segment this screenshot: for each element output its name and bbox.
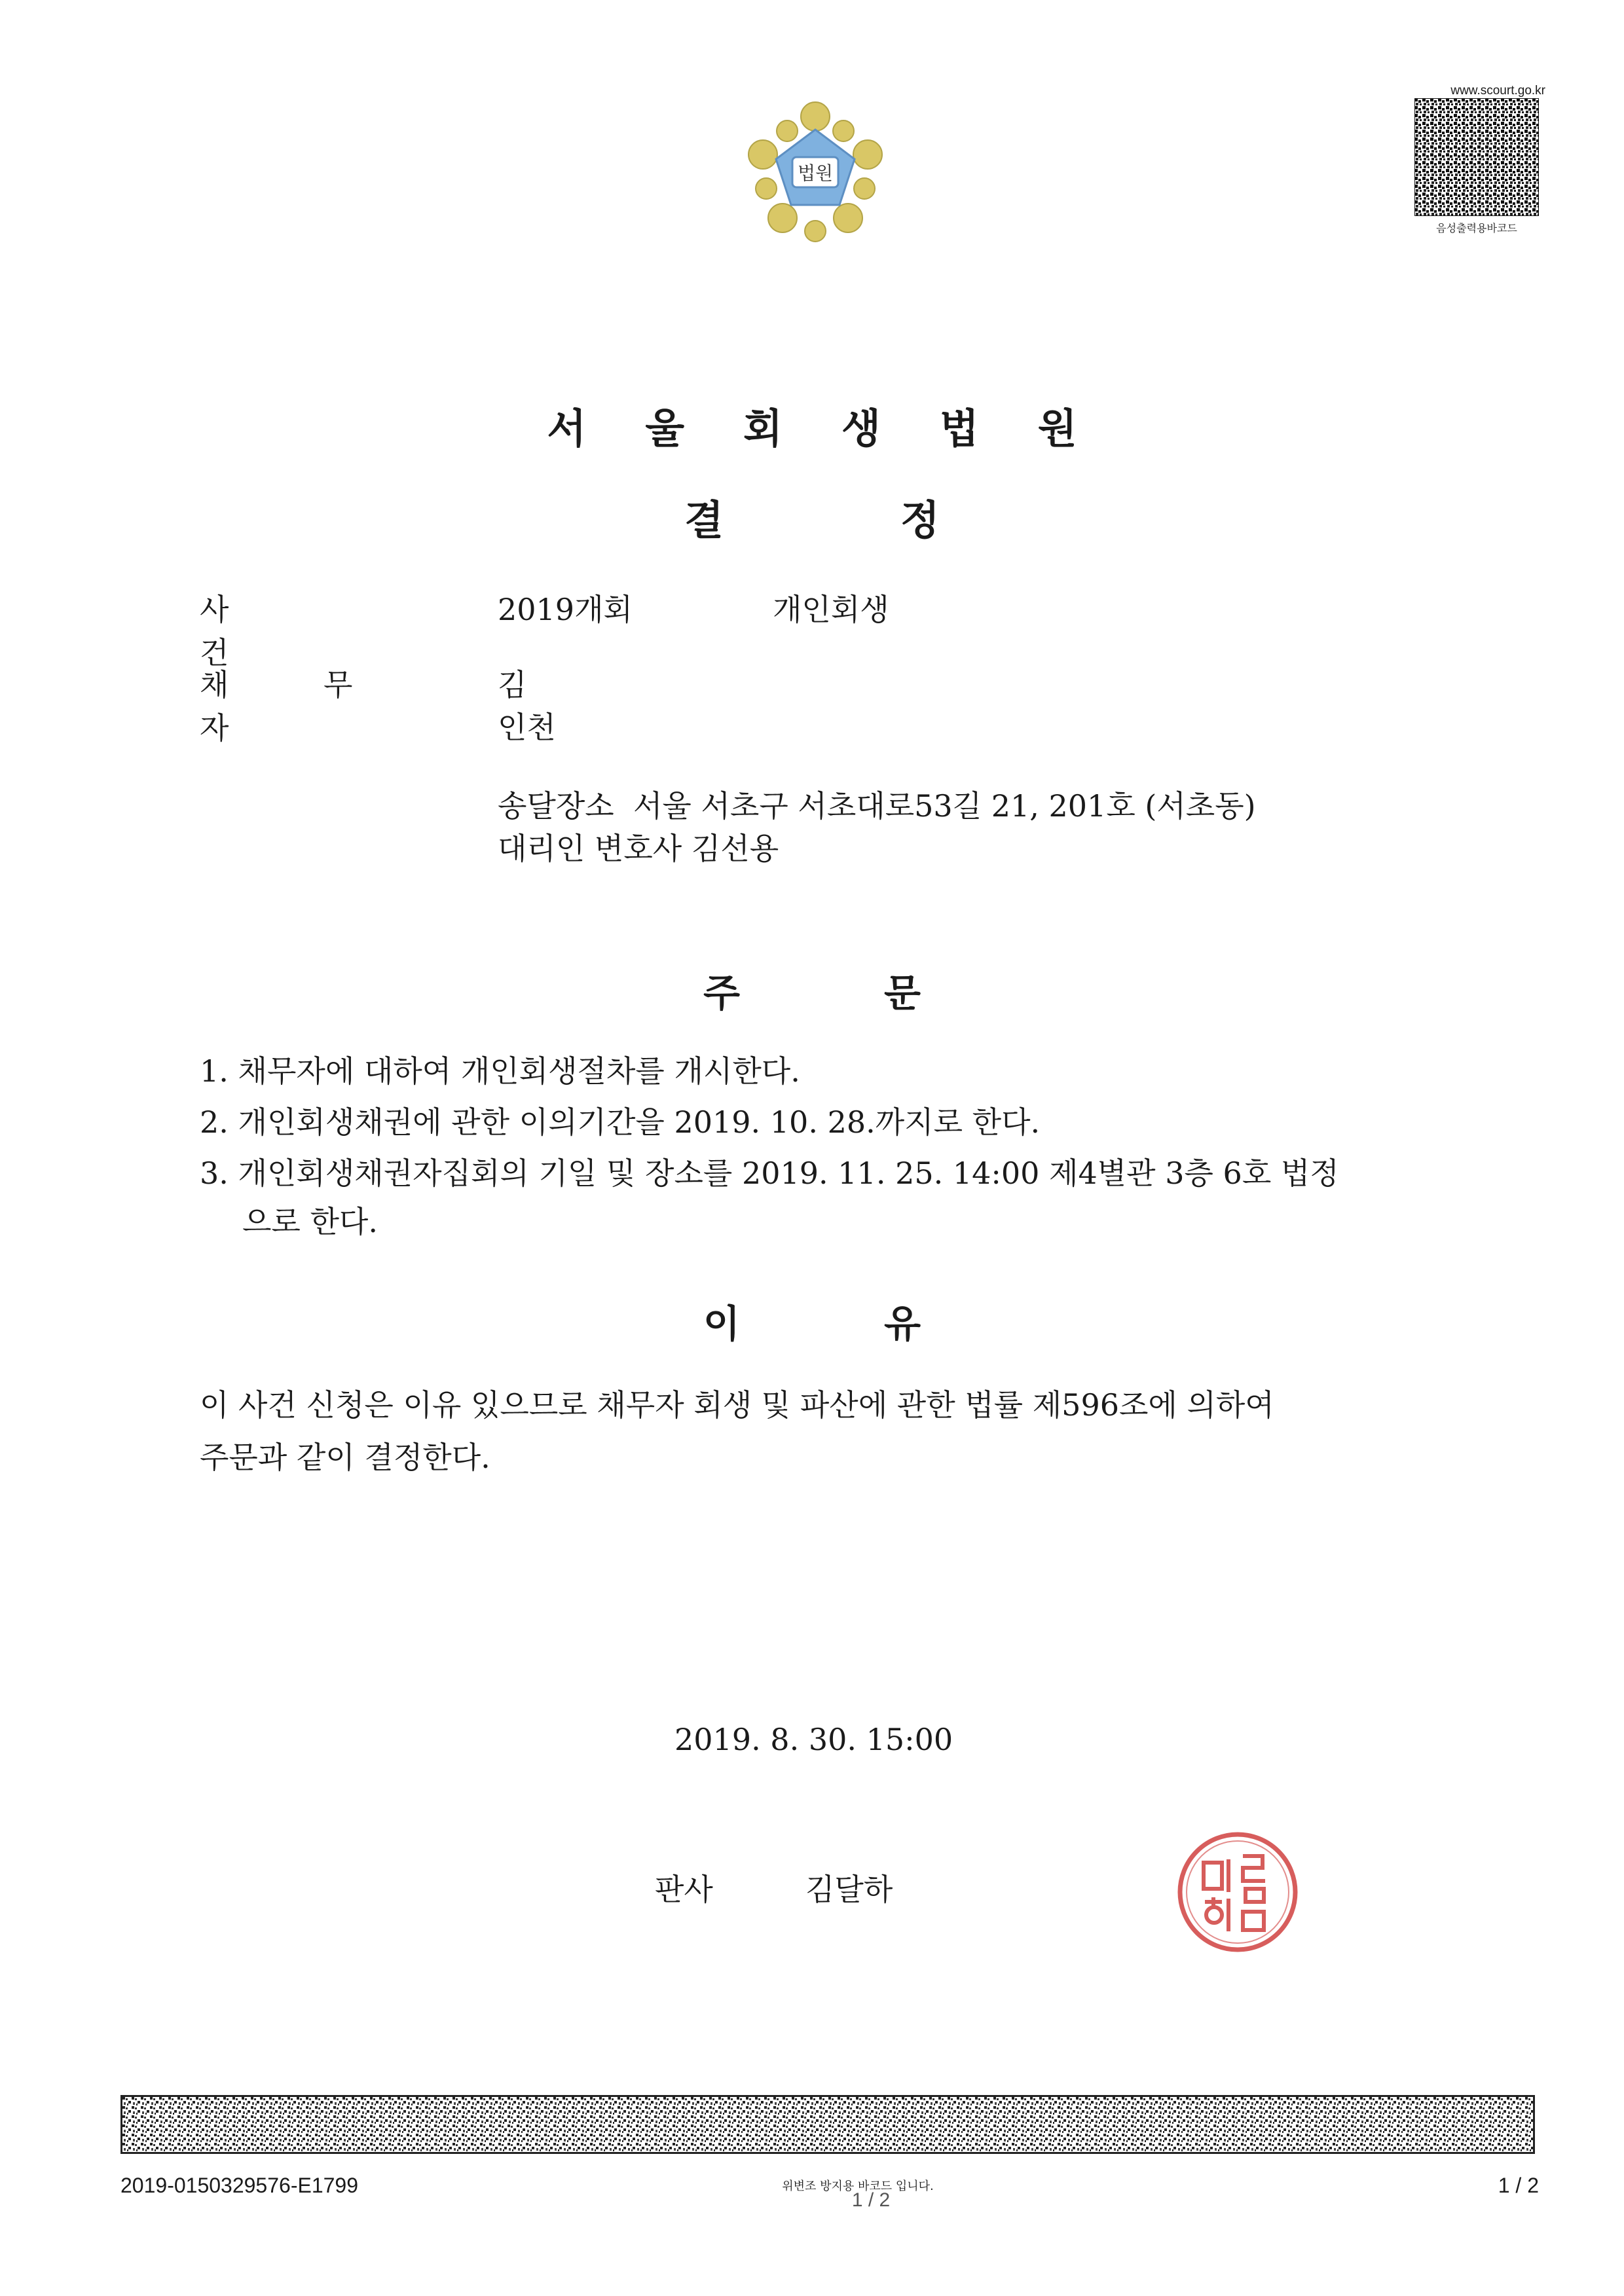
case-number: 2019개회 <box>498 592 633 627</box>
debtor-address: 인천 <box>498 710 556 745</box>
reason-line-1: 이 사건 신청은 이유 있으므로 채무자 회생 및 파산에 관한 법률 제596조에 의하여 <box>200 1387 1274 1423</box>
order-item-2: 2. 개인회생채권에 관한 이의기간을 2019. 10. 28.까지로 한다. <box>200 1104 1041 1140</box>
delivery-address: 송달장소 서울 서초구 서초대로53길 21, 201호 (서초동) <box>498 788 1256 824</box>
court-name: 서울회생법원 <box>547 405 1136 452</box>
reason-line-2: 주문과 같이 결정한다. <box>200 1440 490 1475</box>
page-number-center: 1 / 2 <box>851 2189 891 2211</box>
page-number-right: 1 / 2 <box>1498 2174 1539 2197</box>
order-item-3: 3. 개인회생채권자집회의 기일 및 장소를 2019. 11. 25. 14:00 제4별관 3층 6호 법정 <box>200 1156 1339 1191</box>
decision-date: 2019. 8. 30. 15:00 <box>674 1722 953 1757</box>
case-label: 사 건 <box>200 592 341 670</box>
judge-seal-stamp <box>1172 1827 1303 1958</box>
reason-heading: 이유 <box>703 1302 1065 1346</box>
qr-caption: 음성출력용바코드 <box>1436 222 1517 234</box>
debtor-name: 김 <box>498 667 527 702</box>
qr-code <box>1414 98 1539 216</box>
order-item-3-cont: 으로 한다. <box>242 1204 378 1239</box>
case-type: 개인회생 <box>773 592 889 627</box>
anti-forgery-barcode <box>120 2095 1535 2154</box>
judge-title: 판사 <box>655 1872 713 1907</box>
document-title: 결정 <box>684 496 1116 544</box>
order-heading: 주문 <box>703 971 1065 1015</box>
barcode-note: 위변조 방지용 바코드 입니다. <box>782 2179 934 2193</box>
emblem-label: 법원 <box>797 162 834 184</box>
debtor-label: 채 무 자 <box>200 667 396 746</box>
legal-agent: 대리인 변호사 김선용 <box>498 831 779 866</box>
document-number: 2019-0150329576-E1799 <box>120 2174 358 2197</box>
order-item-1: 1. 채무자에 대하여 개인회생절차를 개시한다. <box>200 1053 800 1089</box>
court-emblem <box>733 97 897 254</box>
qr-url: www.scourt.go.kr <box>1450 84 1545 98</box>
judge-name: 김달하 <box>805 1872 893 1907</box>
